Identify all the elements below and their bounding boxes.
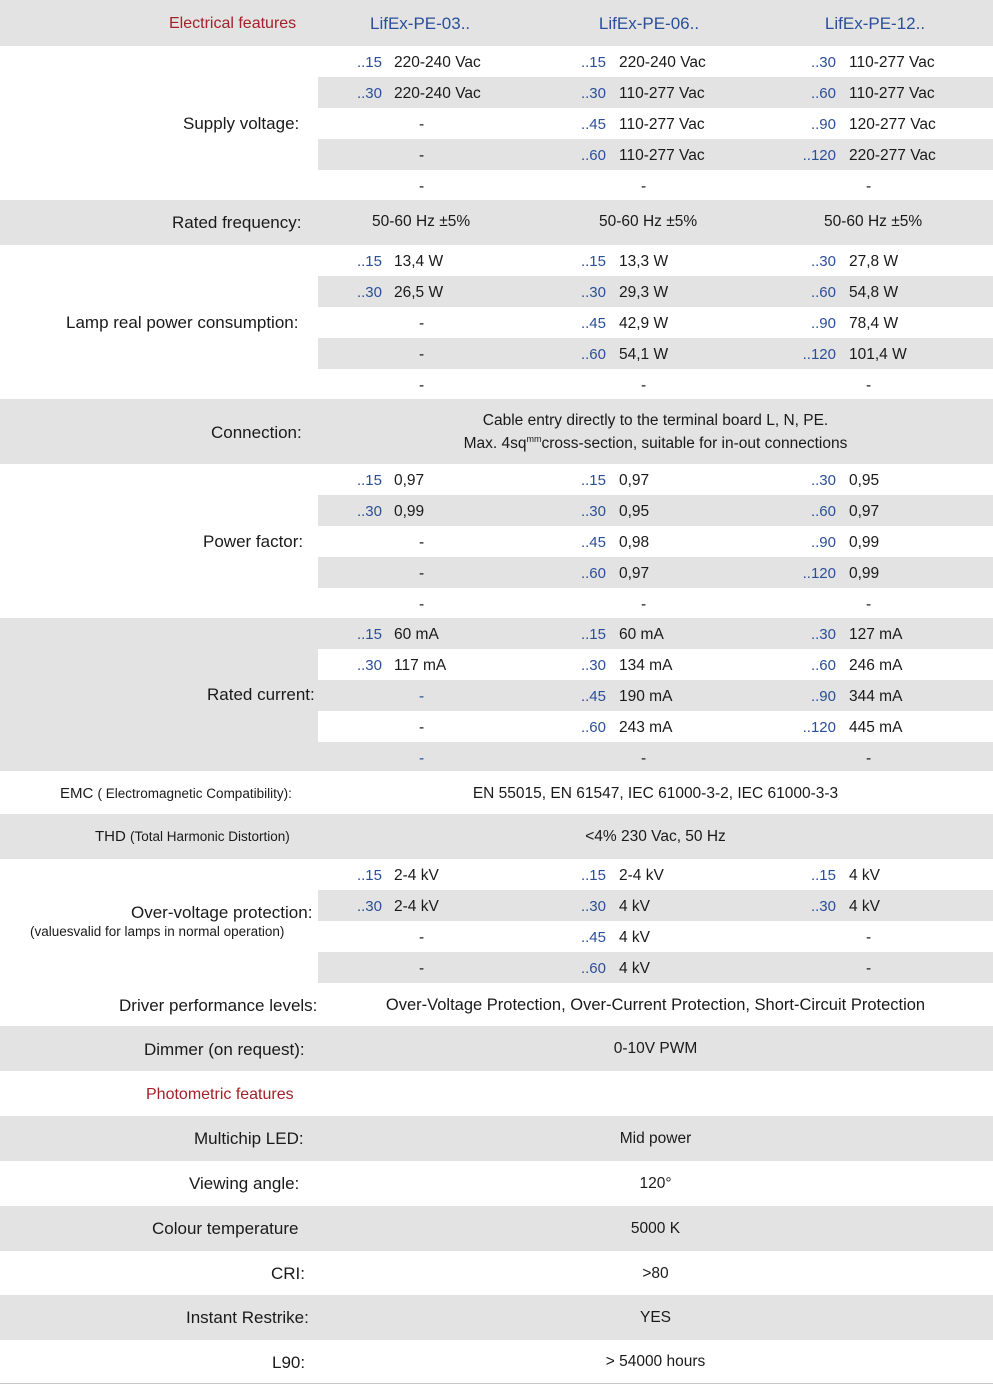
model-suffix: ..15 [580, 54, 606, 71]
model-suffix: ..15 [580, 867, 606, 884]
model-suffix: ..45 [580, 534, 606, 551]
cell-value: 2-4 kV [394, 898, 439, 915]
model-suffix: ..30 [580, 85, 606, 102]
model-suffix: ..45 [580, 929, 606, 946]
cell-value: 4 kV [619, 960, 651, 977]
instant-restrike-value: YES [639, 1309, 671, 1326]
model-suffix: ..60 [580, 719, 606, 736]
cell-value: 4 kV [619, 898, 651, 915]
cell-value: 110-277 Vac [619, 116, 705, 133]
cell-value: 110-277 Vac [619, 85, 705, 102]
cell-value: 344 mA [849, 688, 903, 705]
cell-dash: - [419, 534, 425, 551]
cell-dash: - [866, 960, 872, 977]
cell-value: 0,97 [394, 472, 425, 489]
rated-frequency-12: 50-60 Hz ±5% [824, 213, 923, 230]
over-voltage-sublabel: (valuesvalid for lamps in normal operation) [30, 924, 285, 939]
cell-value: 4 kV [849, 898, 881, 915]
model-suffix: ..15 [580, 253, 606, 270]
model-suffix: ..30 [356, 284, 382, 301]
model-suffix: ..30 [356, 85, 382, 102]
emc-value: EN 55015, EN 61547, IEC 61000-3-2, IEC 61000-3-3 [472, 785, 839, 802]
supply-voltage-label: Supply voltage: [183, 114, 300, 133]
cell-dash: - [866, 596, 872, 613]
cell-value: 220-240 Vac [619, 54, 706, 71]
cell-value: 54,1 W [619, 346, 669, 363]
cell-dash: - [419, 377, 425, 394]
model-suffix: ..30 [356, 503, 382, 520]
cell-value: 120-277 Vac [849, 116, 936, 133]
model-suffix: ..60 [810, 503, 836, 520]
cell-value: 0,99 [394, 503, 425, 520]
thd-label: THD (Total Harmonic Distortion) [95, 828, 290, 845]
model-suffix: ..90 [810, 688, 836, 705]
model-suffix: ..15 [356, 867, 382, 884]
cell-value: 4 kV [849, 867, 881, 884]
model-suffix: ..60 [580, 565, 606, 582]
model-suffix: ..90 [810, 315, 836, 332]
cell-value: 246 mA [849, 657, 903, 674]
cell-dash: - [419, 116, 425, 133]
cell-dash: - [419, 346, 425, 363]
model-suffix: ..30 [580, 503, 606, 520]
emc-row [0, 771, 993, 814]
instant-restrike-row [0, 1295, 993, 1340]
rated-current-block [0, 618, 993, 771]
cell-value: 13,3 W [619, 253, 669, 270]
column-header-03: LifEx-PE-03.. [370, 14, 471, 33]
rated-frequency-row [0, 200, 993, 245]
rated-current-label: Rated current: [207, 685, 315, 704]
thd-value: <4% 230 Vac, 50 Hz [585, 828, 726, 845]
model-suffix: ..15 [810, 867, 836, 884]
photometric-features-title: Photometric features [146, 1086, 294, 1103]
model-suffix: ..30 [580, 657, 606, 674]
model-suffix: ..15 [356, 626, 382, 643]
cell-value: 0,98 [619, 534, 650, 551]
cell-value: 101,4 W [849, 346, 907, 363]
cell-value: 220-277 Vac [849, 147, 936, 164]
cell-value: 0,95 [849, 472, 880, 489]
column-header-06: LifEx-PE-06.. [598, 14, 700, 33]
cell-dash: - [641, 377, 647, 394]
cri-row [0, 1251, 993, 1295]
cell-dash: - [419, 688, 425, 705]
colour-temperature-label: Colour temperature [152, 1219, 299, 1238]
cell-dash: - [419, 178, 425, 195]
cell-value: 110-277 Vac [849, 85, 935, 102]
cell-value: 190 mA [619, 688, 673, 705]
model-suffix: ..30 [580, 898, 606, 915]
model-suffix: ..90 [810, 116, 836, 133]
multichip-label: Multichip LED: [194, 1129, 304, 1148]
model-suffix: ..15 [356, 54, 382, 71]
model-suffix: ..30 [580, 284, 606, 301]
model-suffix: ..120 [802, 719, 836, 736]
cell-value: 26,5 W [394, 284, 444, 301]
cell-dash: - [866, 750, 872, 767]
cell-value: 2-4 kV [619, 867, 664, 884]
model-suffix: ..60 [810, 284, 836, 301]
model-suffix: ..30 [810, 54, 836, 71]
cri-label: CRI: [271, 1264, 305, 1283]
model-suffix: ..60 [580, 147, 606, 164]
cell-value: 0,97 [849, 503, 880, 520]
model-suffix: ..15 [580, 626, 606, 643]
model-suffix: ..45 [580, 116, 606, 133]
cell-dash: - [866, 178, 872, 195]
cell-value: 0,99 [849, 565, 880, 582]
cell-dash: - [419, 929, 425, 946]
rated-frequency-03: 50-60 Hz ±5% [372, 213, 471, 230]
lamp-power-label: Lamp real power consumption: [66, 313, 299, 332]
cell-dash: - [641, 178, 647, 195]
model-suffix: ..15 [356, 253, 382, 270]
multichip-row [0, 1116, 993, 1161]
column-header-12: LifEx-PE-12.. [824, 14, 926, 33]
emc-label: EMC ( Electromagnetic Compatibility): [60, 785, 292, 802]
driver-performance-row [0, 983, 993, 1026]
model-suffix: ..45 [580, 315, 606, 332]
model-suffix: ..120 [802, 147, 836, 164]
cell-value: 110-277 Vac [849, 54, 935, 71]
rated-frequency-label: Rated frequency: [172, 213, 302, 232]
model-suffix: ..60 [810, 85, 836, 102]
colour-temperature-value: 5000 K [630, 1220, 681, 1237]
driver-performance-value: Over-Voltage Protection, Over-Current Protection, Short-Circuit Protection [385, 996, 926, 1014]
cell-value: 2-4 kV [394, 867, 439, 884]
cell-dash: - [866, 377, 872, 394]
cell-value: 54,8 W [849, 284, 899, 301]
model-suffix: ..120 [802, 565, 836, 582]
cell-value: 27,8 W [849, 253, 899, 270]
cell-dash: - [641, 750, 647, 767]
instant-restrike-label: Instant Restrike: [186, 1308, 309, 1327]
power-factor-label: Power factor: [203, 532, 304, 551]
electrical-features-title: Electrical features [169, 15, 297, 32]
multichip-value: Mid power [619, 1130, 692, 1147]
cell-value: 117 mA [394, 657, 447, 674]
model-suffix: ..15 [580, 472, 606, 489]
model-suffix: ..30 [810, 253, 836, 270]
bottom-rule [0, 1383, 993, 1384]
model-suffix: ..30 [810, 626, 836, 643]
driver-performance-label: Driver performance levels: [119, 996, 318, 1015]
cell-value: 42,9 W [619, 315, 669, 332]
model-suffix: ..120 [802, 346, 836, 363]
model-suffix: ..30 [356, 898, 382, 915]
cri-value: >80 [642, 1265, 669, 1282]
cell-value: 13,4 W [394, 253, 444, 270]
l90-row [0, 1340, 993, 1383]
l90-value: > 54000 hours [605, 1353, 706, 1370]
viewing-angle-label: Viewing angle: [189, 1174, 300, 1193]
dimmer-label: Dimmer (on request): [144, 1040, 305, 1059]
cell-value: 0,95 [619, 503, 650, 520]
model-suffix: ..30 [356, 657, 382, 674]
viewing-angle-row [0, 1161, 993, 1206]
connection-line-1: Cable entry directly to the terminal board L, N, PE. [482, 412, 829, 429]
cell-value: 220-240 Vac [394, 54, 481, 71]
cell-value: 78,4 W [849, 315, 899, 332]
cell-dash: - [641, 596, 647, 613]
cell-value: 29,3 W [619, 284, 669, 301]
cell-dash: - [419, 960, 425, 977]
cell-value: 60 mA [394, 626, 439, 643]
cell-value: 60 mA [619, 626, 664, 643]
cell-value: 4 kV [619, 929, 651, 946]
dimmer-value: 0-10V PWM [613, 1040, 698, 1057]
photometric-title-row [0, 1071, 993, 1116]
cell-value: 445 mA [849, 719, 903, 736]
cell-dash: - [419, 315, 425, 332]
cell-dash: - [419, 565, 425, 582]
cell-dash: - [419, 750, 425, 767]
table-header [0, 0, 993, 46]
model-suffix: ..45 [580, 688, 606, 705]
cell-dash: - [419, 596, 425, 613]
connection-line-2: Max. $4sq^{mm}cross$-section, suitable for in-out connections [463, 434, 848, 453]
cell-value: 0,97 [619, 472, 650, 489]
model-suffix: ..30 [810, 898, 836, 915]
cell-value: 134 mA [619, 657, 673, 674]
thd-row [0, 814, 993, 859]
over-voltage-label: Over-voltage protection: [131, 903, 313, 922]
model-suffix: ..15 [356, 472, 382, 489]
l90-label: L90: [272, 1353, 306, 1372]
model-suffix: ..90 [810, 534, 836, 551]
dimmer-row [0, 1026, 993, 1071]
connection-label: Connection: [211, 423, 302, 442]
cell-dash: - [866, 929, 872, 946]
cell-value: 0,97 [619, 565, 650, 582]
cell-dash: - [419, 147, 425, 164]
cell-value: 0,99 [849, 534, 880, 551]
model-suffix: ..30 [810, 472, 836, 489]
model-suffix: ..60 [580, 960, 606, 977]
cell-dash: - [419, 719, 425, 736]
connection-row [0, 399, 993, 464]
cell-value: 220-240 Vac [394, 85, 481, 102]
cell-value: 127 mA [849, 626, 903, 643]
rated-frequency-06: 50-60 Hz ±5% [599, 213, 698, 230]
colour-temperature-row [0, 1206, 993, 1251]
model-suffix: ..60 [810, 657, 836, 674]
model-suffix: ..60 [580, 346, 606, 363]
cell-value: 243 mA [619, 719, 673, 736]
cell-value: 110-277 Vac [619, 147, 705, 164]
viewing-angle-value: 120° [639, 1175, 672, 1192]
